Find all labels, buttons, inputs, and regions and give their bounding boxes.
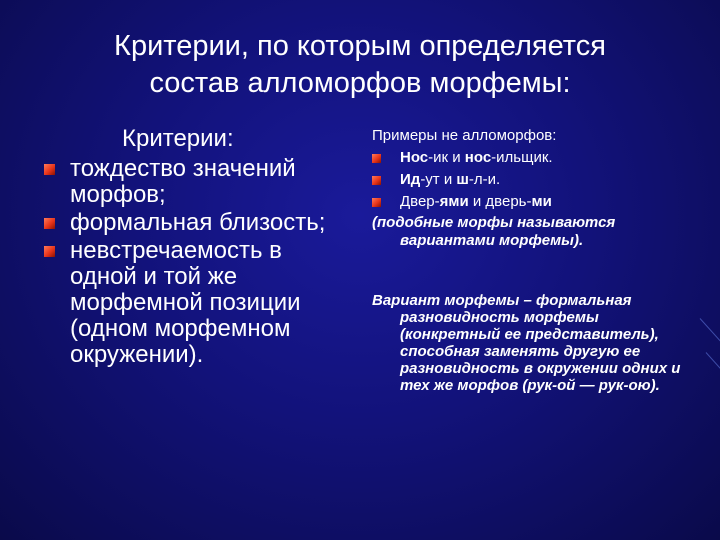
example-root: Нос — [400, 149, 429, 166]
example-text: -л-и. — [468, 171, 501, 188]
bullet-icon — [372, 154, 381, 163]
examples-column — [372, 126, 692, 394]
decorative-line — [706, 352, 720, 375]
criteria-column — [44, 124, 354, 368]
decorative-line — [700, 318, 720, 348]
example-root: ш — [456, 171, 469, 188]
example-text: -ильщик. — [491, 149, 553, 166]
criteria-item-text: невстречаемость в одной и той же морфемной позиции (одном морфемном окружении). — [70, 237, 301, 368]
bullet-icon — [44, 246, 55, 257]
example-item — [372, 192, 692, 212]
title-line-2: состав алломорфов морфемы: — [149, 67, 571, 99]
bullet-icon — [44, 164, 55, 175]
criteria-item-text: формальная близость; — [70, 209, 326, 236]
example-text: Двер- — [400, 193, 440, 210]
example-item — [372, 148, 692, 168]
criteria-item — [44, 210, 354, 236]
example-text: и дверь- — [468, 193, 532, 210]
criteria-heading: Критерии: — [122, 125, 234, 152]
criteria-item-text: тождество значений морфов; — [70, 155, 296, 208]
criteria-item — [44, 156, 354, 208]
title-line-1: Критерии, по которым определяется — [114, 30, 606, 62]
examples-heading: Примеры не алломорфов: — [372, 127, 557, 144]
bullet-icon — [372, 176, 381, 185]
variant-definition: Вариант морфемы – формальная разновидность морфемы (конкретный ее представитель), способная заменять другую ее разновидность в окружении одних и тех же морфов (рук-ой — рук-ою). — [372, 292, 681, 394]
variants-note: (подобные морфы называются вариантами морфемы). — [372, 214, 616, 249]
slide-title — [40, 28, 680, 102]
example-text: -ик и — [428, 149, 465, 166]
example-root: Ид — [400, 171, 421, 188]
bullet-icon — [44, 218, 55, 229]
bullet-icon — [372, 198, 381, 207]
example-suffix: ями — [439, 193, 469, 210]
example-text: -ут и — [420, 171, 457, 188]
criteria-item — [44, 238, 354, 368]
example-item — [372, 170, 692, 190]
example-root: нос — [464, 149, 492, 166]
example-suffix: ми — [531, 193, 552, 210]
